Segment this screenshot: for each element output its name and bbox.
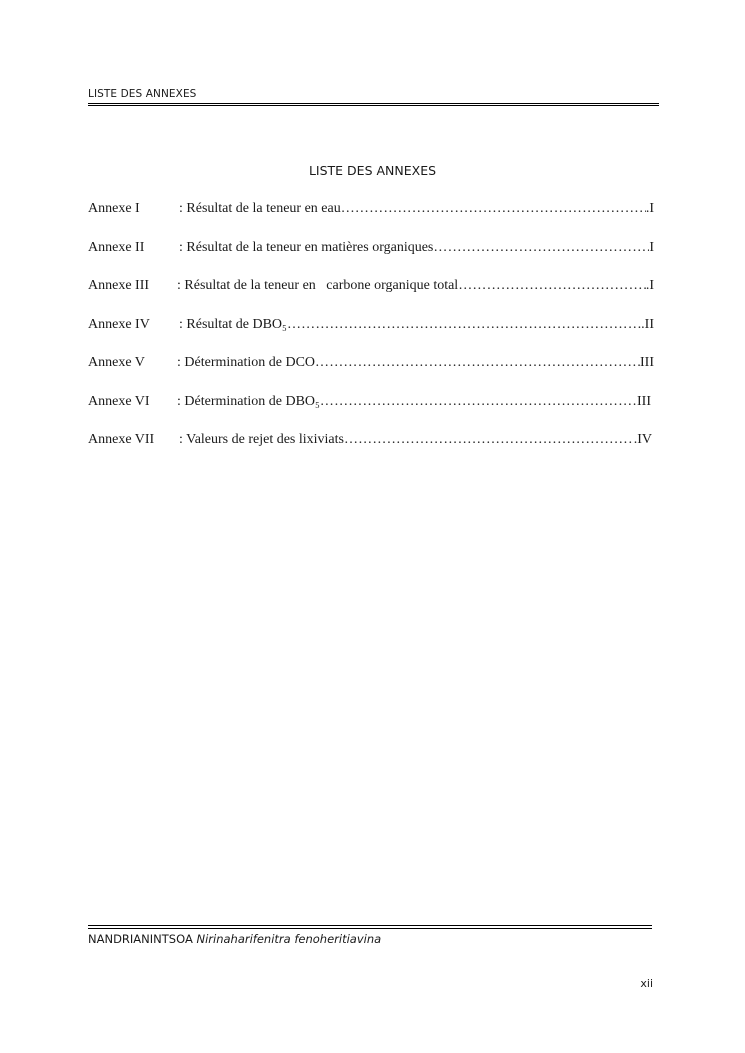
- annex-label: Annexe VII: [88, 432, 155, 447]
- dot-leader: [287, 316, 641, 334]
- annex-label: Annexe II: [88, 239, 145, 255]
- annex-label: Annexe VI: [88, 393, 150, 409]
- annex-label: Annexe I: [88, 201, 140, 216]
- annex-title: : Détermination de DBO₅: [177, 393, 320, 409]
- annex-entry: [88, 393, 654, 432]
- annex-label: Annexe V: [88, 355, 145, 370]
- annex-page: .II: [641, 316, 654, 332]
- annex-label: Annexe IV: [88, 316, 150, 332]
- running-header-title: LISTE DES ANNEXES: [88, 88, 197, 100]
- author-last-name: NANDRIANINTSOA: [88, 932, 193, 946]
- annex-page: III: [640, 355, 654, 370]
- page-number: xii: [640, 977, 653, 990]
- dot-leader: [341, 200, 646, 218]
- running-header: [88, 88, 659, 104]
- annex-title: : Détermination de DCO: [177, 355, 316, 370]
- annex-list: [88, 200, 654, 470]
- dot-leader: [320, 393, 637, 411]
- annex-page: .IV: [633, 432, 652, 447]
- annex-title: : Résultat de la teneur en matières organiques: [179, 239, 434, 255]
- annex-label: Annexe III: [88, 278, 150, 293]
- page-title-text: LISTE DES ANNEXES: [308, 163, 437, 178]
- annex-page: I: [649, 239, 654, 255]
- annex-entry: [88, 316, 654, 355]
- annex-page: .I: [645, 201, 654, 216]
- annex-entry: [88, 239, 654, 278]
- footer-author: [88, 932, 381, 946]
- dot-leader: [433, 239, 649, 257]
- annex-entry: [88, 431, 654, 470]
- annex-page: .I: [645, 278, 654, 293]
- dot-leader: [458, 277, 646, 295]
- annex-title: : Valeurs de rejet des lixiviats: [179, 432, 344, 447]
- page-title: [0, 163, 745, 178]
- annex-entry: [88, 277, 654, 316]
- annex-entry: [88, 354, 654, 393]
- annex-entry: [88, 200, 654, 239]
- author-first-name: Nirinaharifenitra fenoheritiavina: [196, 932, 382, 946]
- dot-leader: [315, 354, 640, 372]
- annex-title: : Résultat de la teneur en carbone organique total: [177, 278, 459, 293]
- dot-leader: [344, 431, 634, 449]
- footer-rule: [88, 925, 652, 926]
- annex-title: : Résultat de la teneur en eau: [179, 201, 341, 216]
- annex-title: : Résultat de DBO₅: [179, 316, 287, 332]
- annex-page: III: [637, 393, 651, 409]
